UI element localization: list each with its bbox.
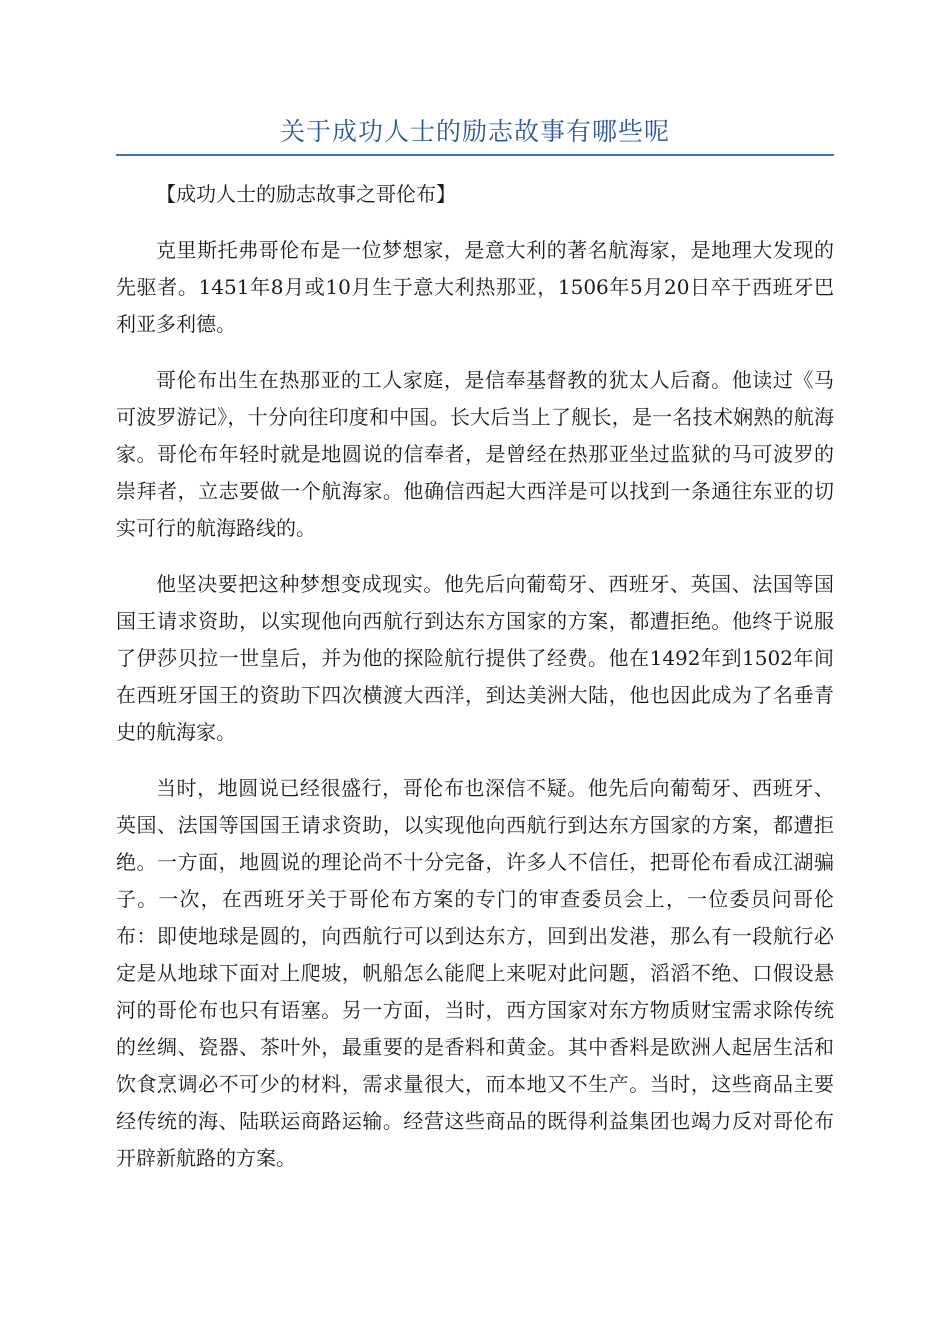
paragraph-2: 哥伦布出生在热那亚的工人家庭，是信奉基督教的犹太人后裔。他读过《马可波罗游记》，十分向往印度和中国。长大后当上了舰长，是一名技术娴熟的航海家。哥伦布年轻时就是地圆说的信奉者，是曾经在热那亚坐过监狱的马可波罗的崇拜者，立志要做一个航海家。他确信西起大西洋是可以找到一条通往东亚的切实可行的航海路线的。 xyxy=(116,368,834,540)
section-heading: 【成功人士的励志故事之哥伦布】 xyxy=(156,182,456,206)
title-underline xyxy=(116,154,834,156)
document-body xyxy=(116,176,834,1196)
paragraph-3: 他坚决要把这种梦想变成现实。他先后向葡萄牙、西班牙、英国、法国等国国王请求资助，以实现他向西航行到达东方国家的方案，都遭拒绝。他终于说服了伊莎贝拉一世皇后，并为他的探险航行提供了经费。他在1492年到1502年间在西班牙国王的资助下四次横渡大西洋，到达美洲大陆，他也因此成为了名垂青史的航海家。 xyxy=(116,572,834,744)
paragraph-1: 克里斯托弗哥伦布是一位梦想家，是意大利的著名航海家，是地理大发现的先驱者。1451年8月或10月生于意大利热那亚，1506年5月20日卒于西班牙巴利亚多利德。 xyxy=(116,238,834,336)
document-title: 关于成功人士的励志故事有哪些呢 xyxy=(279,117,670,146)
paragraph-4: 当时，地圆说已经很盛行，哥伦布也深信不疑。他先后向葡萄牙、西班牙、英国、法国等国国王请求资助，以实现他向西航行到达东方国家的方案，都遭拒绝。一方面，地圆说的理论尚不十分完备，许多人不信任，把哥伦布看成江湖骗子。一次，在西班牙关于哥伦布方案的专门的审查委员会上，一位委员问哥伦布：即使地球是圆的，向西航行可以到达东方，回到出发港，那么有一段航行必定是从地球下面对上爬坡，帆船怎么能爬上来呢对此问题，滔滔不绝、口假设悬河的哥伦布也只有语塞。另一方面，当时，西方国家对东方物质财宝需求除传统的丝绸、瓷器、茶叶外，最重要的是香料和黄金。其中香料是欧洲人起居生活和饮食烹调必不可少的材料，需求量很大，而本地又不生产。当时，这些商品主要经传统的海、陆联运商路运输。经营这些商品的既得利益集团也竭力反对哥伦布开辟新航路的方案。 xyxy=(116,776,834,1170)
